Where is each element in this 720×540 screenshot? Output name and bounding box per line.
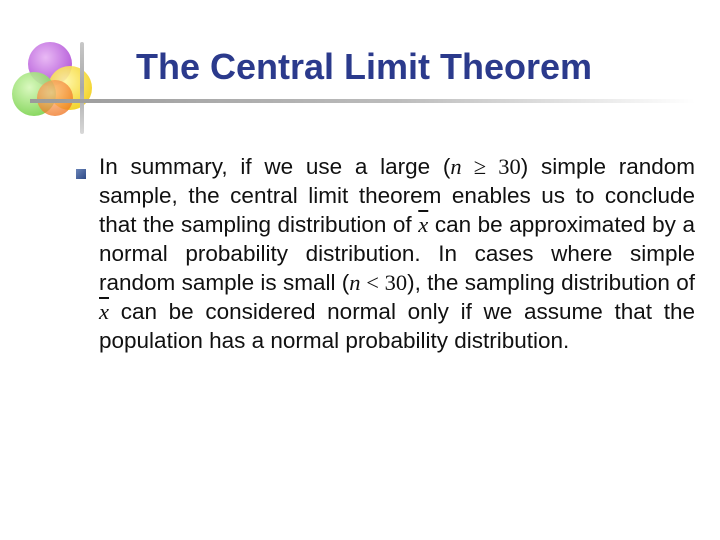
math-number: 30: [384, 270, 408, 295]
title-underline-divider: [30, 99, 695, 103]
square-bullet-icon: [76, 169, 86, 179]
body-text-2: ) simple random sample, the central limit theorem enables us to conclude that the sampling distribution of: [99, 154, 696, 237]
body-text-1: In summary, if we use a large (: [99, 154, 451, 179]
math-variable: n: [450, 154, 462, 179]
math-operator: ≥: [461, 154, 499, 179]
slide-title: The Central Limit Theorem: [136, 46, 593, 87]
body-text-3: can be approximated by a normal probability distribution. In cases where simple random sample is small (: [99, 212, 696, 295]
math-variable: n: [349, 270, 361, 295]
body-text-5: can be considered normal only if we assume that the population has a normal probability distribution.: [99, 299, 695, 353]
math-inline-large: [450, 154, 520, 179]
math-number: 30: [498, 154, 521, 179]
body-text-4: ), the sampling distribution of: [407, 270, 695, 295]
slide-body-paragraph: [99, 152, 695, 355]
x-bar-symbol: $\overline{x}$: [99, 299, 109, 324]
x-bar-symbol: $\overline{x}$: [418, 212, 429, 237]
overlapping-circles-logo: [0, 30, 110, 140]
math-inline-small: [349, 270, 407, 295]
math-operator: <: [360, 270, 385, 295]
title-vertical-divider: [80, 42, 84, 134]
